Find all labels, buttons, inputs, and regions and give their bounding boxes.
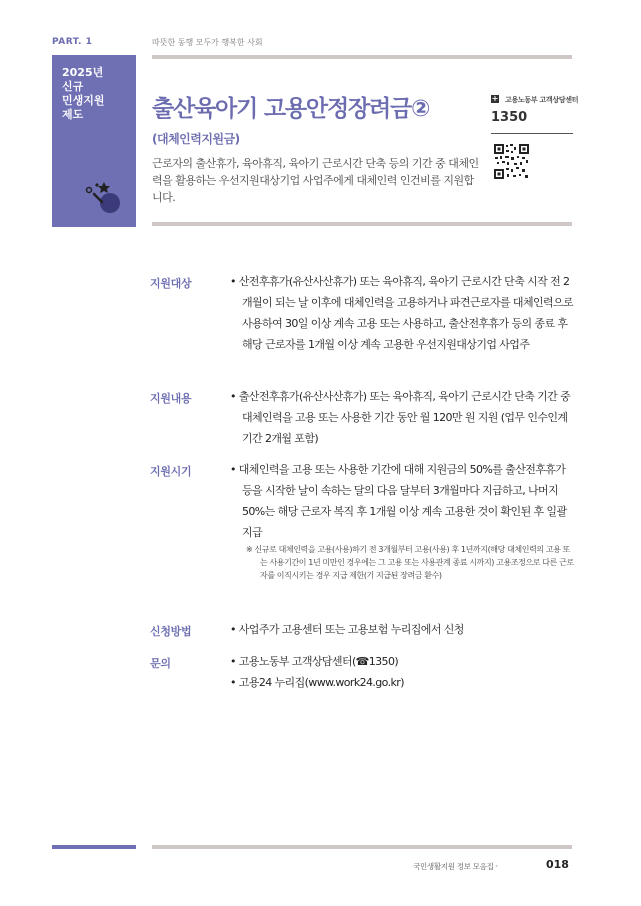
list-item-link[interactable]: • 고용24 누리집(www.work24.go.kr)	[230, 676, 404, 689]
footer-divider	[152, 845, 572, 849]
qr-code-icon[interactable]	[493, 143, 530, 180]
title-divider	[152, 222, 572, 226]
section-body-apply	[230, 619, 576, 640]
top-divider	[152, 55, 572, 59]
plus-icon: +	[491, 94, 499, 103]
sidebar-text: 2025년 신규 민생지원 제도	[62, 66, 105, 121]
list-item: • 고용노동부 고객상담센터(☎1350)	[230, 655, 399, 668]
page-title: 출산육아기 고용안정장려금②	[152, 96, 430, 122]
footer-text: 국민생활지원 정보 모음집 ·	[413, 862, 498, 871]
section-body-inquiry	[230, 651, 576, 693]
section-label-target: 지원대상	[150, 277, 192, 290]
section-body-timing	[230, 459, 576, 582]
part-label: PART. 1	[52, 37, 93, 47]
flower-decoration-icon	[80, 176, 126, 216]
page-subtitle: (대체인력지원금)	[152, 132, 240, 146]
list-item: • 사업주가 고용센터 또는 고용보험 누리집에서 신청	[230, 623, 464, 636]
footnote: ※ 신규로 대체인력을 고용(사용)하기 전 3개월부터 고용(사용) 후 1년까지(해당 대체인력의 고용 또는 사용기간이 1년 미만인 경우에는 그 고용 또는 사용관계 종료 시까지) 고용조정으로 다른 근로자를 이직시키는 경우 지급 제한(기 지급된 장려금 환수)	[246, 545, 574, 580]
footer-accent-bar	[52, 845, 136, 849]
section-body-target	[230, 271, 576, 355]
section-label-apply: 신청방법	[150, 625, 192, 638]
section-label-content: 지원내용	[150, 392, 192, 405]
list-item: • 산전후휴가(유산사산휴가) 또는 육아휴직, 육아기 근로시간 단축 시작 전 2개월이 되는 날 이후에 대체인력을 고용하거나 파견근로자를 대체인력으로 사용하여 30일 이상 계속 고용 또는 사용하고, 출산전후휴가 등의 종료 후 해당 근로자를 1개월 이상 계속 고용한 우선지원대상기업 사업주	[230, 275, 574, 351]
contact-number: 1350	[491, 110, 528, 125]
section-body-content	[230, 386, 576, 449]
section-label-timing: 지원시기	[150, 465, 192, 478]
header-slogan: 따뜻한 동행 모두가 행복한 사회	[152, 38, 263, 47]
list-item: • 대체인력을 고용 또는 사용한 기간에 대해 지원금의 50%를 출산전후휴가 등을 시작한 날이 속하는 달의 다음 달부터 3개월마다 지급하고, 나머지 50%는 해당 근로자 복직 후 1개월 이상 계속 고용한 것이 확인된 후 일괄 지급	[230, 463, 567, 539]
intro-text: 근로자의 출산휴가, 육아휴직, 육아기 근로시간 단축 등의 기간 중 대체인력을 활용하는 우선지원대상기업 사업주에게 대체인력 인건비를 지원합니다.	[152, 157, 479, 204]
page-number: 018	[546, 858, 569, 871]
contact-divider	[491, 133, 573, 134]
list-item: • 출산전후휴가(유산사산휴가) 또는 육아휴직, 육아기 근로시간 단축 기간 중 대체인력을 고용 또는 사용한 기간 동안 월 120만 원 지원 (업무 인수인계기간 2개월 포함)	[230, 390, 571, 445]
contact-label: 고용노동부 고객상담센터	[505, 96, 579, 104]
section-label-inquiry: 문의	[150, 657, 171, 670]
